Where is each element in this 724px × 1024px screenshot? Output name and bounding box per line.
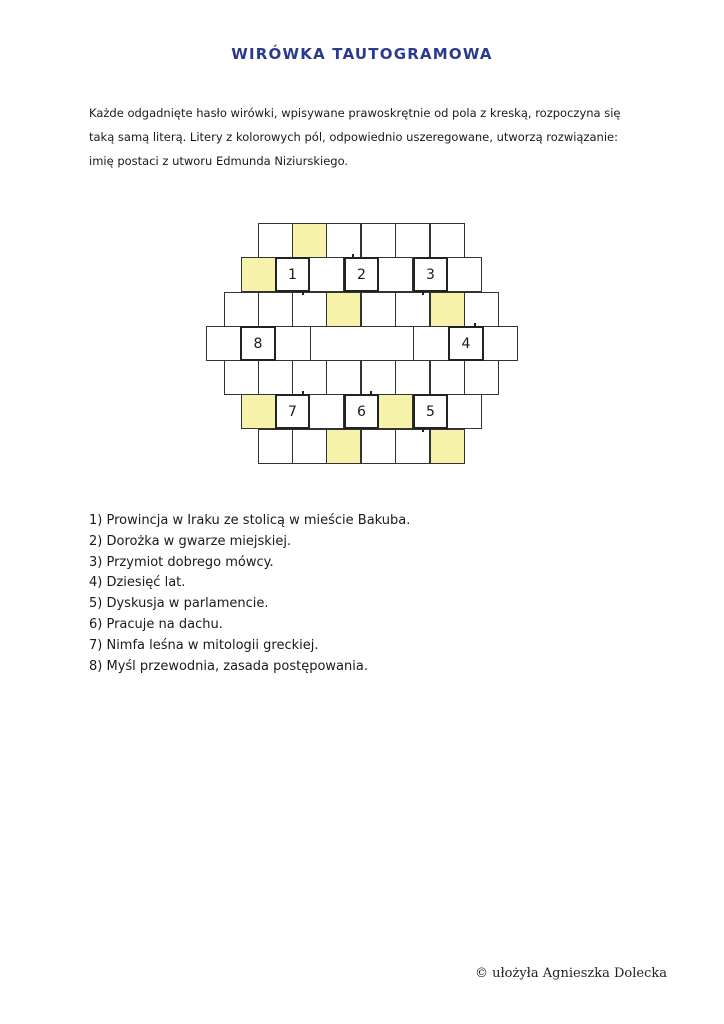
grid-cell[interactable] [413, 326, 449, 361]
grid-cell-colored[interactable] [241, 394, 276, 429]
grid-cell[interactable] [292, 429, 327, 464]
puzzle-grid [206, 223, 518, 466]
grid-cell[interactable] [430, 223, 465, 258]
grid-cell[interactable] [258, 292, 293, 327]
grid-cell[interactable] [309, 394, 344, 429]
number-cell-1[interactable]: 1 [275, 257, 310, 292]
grid-cell[interactable] [395, 429, 430, 464]
grid-cell[interactable] [447, 257, 482, 292]
clue-item: 5) Dyskusja w parlamencie. [89, 596, 269, 612]
grid-cell[interactable] [464, 292, 499, 327]
instructions [89, 101, 649, 173]
grid-cell[interactable] [224, 292, 259, 327]
grid-cell[interactable] [395, 223, 430, 258]
grid-cell-colored[interactable] [241, 257, 276, 292]
grid-cell[interactable] [430, 360, 465, 395]
grid-cell[interactable] [275, 326, 311, 361]
instructions-line-2: taką samą literą. Litery z kolorowych pól, odpowiednio uszeregowane, utworzą rozwiązanie: [89, 130, 618, 144]
grid-cell[interactable] [326, 360, 361, 395]
grid-cell[interactable] [224, 360, 259, 395]
grid-cell-colored[interactable] [378, 394, 413, 429]
grid-cell-colored[interactable] [430, 292, 465, 327]
number-cell-8[interactable]: 8 [240, 326, 276, 361]
grid-cell-colored[interactable] [292, 223, 327, 258]
clue-list [89, 511, 410, 677]
grid-cell[interactable] [292, 360, 327, 395]
grid-cell[interactable] [309, 257, 344, 292]
grid-cell[interactable] [483, 326, 518, 361]
clue-item: 1) Prowincja w Iraku ze stolicą w mieście Bakuba. [89, 513, 411, 528]
number-cell-7[interactable]: 7 [275, 394, 310, 429]
author-credit: © ułożyła Agnieszka Dolecka [474, 966, 667, 981]
grid-cell[interactable] [258, 360, 293, 395]
clue-item: 2) Dorożka w gwarze miejskiej. [89, 533, 292, 549]
number-cell-5[interactable]: 5 [413, 394, 448, 429]
number-cell-3[interactable]: 3 [413, 257, 448, 292]
number-cell-6[interactable]: 6 [344, 394, 379, 429]
instructions-line-3: imię postaci z utworu Edmunda Niziurskiego. [89, 154, 349, 168]
grid-cell[interactable] [378, 257, 413, 292]
clue-item: 8) Myśl przewodnia, zasada postępowania. [89, 658, 368, 674]
grid-cell[interactable] [361, 292, 396, 327]
grid-cell[interactable] [361, 360, 396, 395]
instructions-line-1: Każde odgadnięte hasło wirówki, wpisywane prawoskrętnie od pola z kreską, rozpoczyna się [89, 106, 621, 120]
grid-cell-colored[interactable] [430, 429, 465, 464]
grid-cell[interactable] [326, 223, 361, 258]
page-title: WIRÓWKA TAUTOGRAMOWA [231, 45, 493, 63]
grid-cell[interactable] [292, 292, 327, 327]
grid-cell-center [310, 326, 414, 361]
clue-item: 3) Przymiot dobrego mówcy. [89, 554, 274, 570]
grid-cell[interactable] [361, 223, 396, 258]
grid-cell[interactable] [206, 326, 241, 361]
clue-item: 4) Dziesięć lat. [89, 575, 186, 591]
clue-item: 7) Nimfa leśna w mitologii greckiej. [89, 637, 319, 653]
grid-cell[interactable] [258, 429, 293, 464]
grid-cell-colored[interactable] [326, 292, 361, 327]
grid-cell[interactable] [395, 292, 430, 327]
number-cell-4[interactable]: 4 [448, 326, 484, 361]
grid-cell[interactable] [258, 223, 293, 258]
clue-item: 6) Pracuje na dachu. [89, 616, 223, 632]
number-cell-2[interactable]: 2 [344, 257, 379, 292]
grid-cell[interactable] [464, 360, 499, 395]
grid-cell[interactable] [447, 394, 482, 429]
grid-cell[interactable] [361, 429, 396, 464]
grid-cell[interactable] [395, 360, 430, 395]
grid-cell-colored[interactable] [326, 429, 361, 464]
